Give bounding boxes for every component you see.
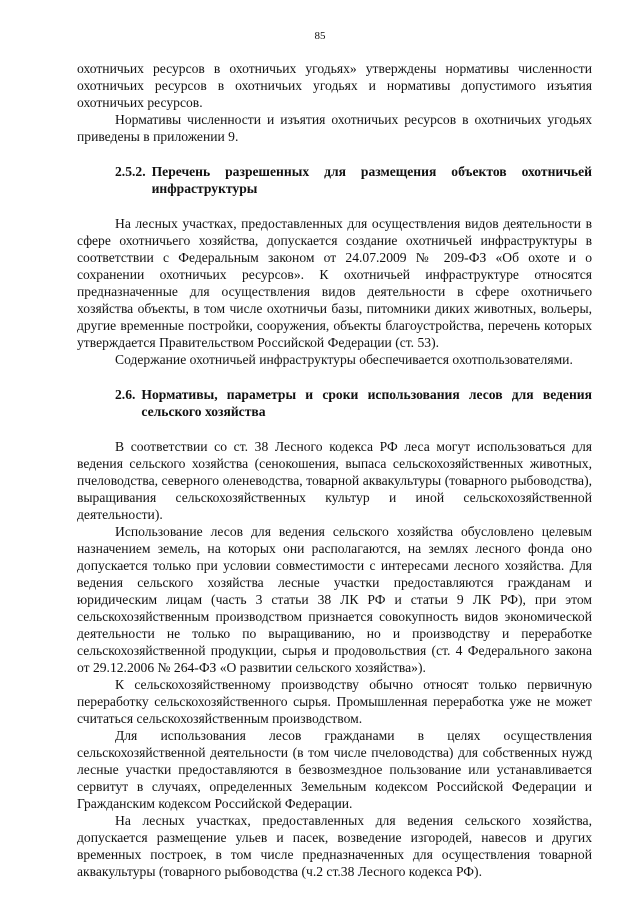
section-2-5-2-heading — [77, 163, 592, 197]
section-2-6-paragraph-2: Использование лесов для ведения сельского хозяйства обусловлено целевым назначением земель, на которых они располагаются, на землях лесного фонда оно допускается только при условии совместимости с интересами лесного хозяйства. Для ведения сельского хозяйства лесные участки предоставляются гражданам и юридическим лицам (часть 3 статьи 38 ЛК РФ и статьи 9 ЛК РФ), при этом сельскохозяйственным производством признается совокупность видов экономической деятельности не только по выращиванию, но и производству и переработке сельскохозяйственной продукции, сырья и продовольствия (ст. 4 Федерального закона от 29.12.2006 № 264-ФЗ «О развитии сельского хозяйства»). — [77, 524, 592, 675]
section-2-6-paragraph-1: В соответствии со ст. 38 Лесного кодекса РФ леса могут использоваться для ведения сельского хозяйства (сенокошения, выпаса сельскохозяйственных животных, пчеловодства, северного оленеводства, товарной аквакультуры (товарного рыбоводства), выращивания сельскохозяйственных культур и иной сельскохозяйственной деятельности). — [77, 439, 592, 522]
section-2-6-paragraph-3: К сельскохозяйственному производству обычно относят только первичную переработку сельскохозяйственного сырья. Промышленная переработка уже не может считаться сельскохозяйственным производством. — [77, 677, 592, 726]
intro-paragraph-2: Нормативы численности и изъятия охотничьих ресурсов в охотничьих угодьях приведены в приложении 9. — [77, 112, 592, 144]
section-2-6-paragraph-4: Для использования лесов гражданами в целях осуществления сельскохозяйственной деятельности (в том числе пчеловодства) для собственных нужд лесные участки предоставляются в безвозмездное пользование или устанавливается сервитут в случаях, определенных Земельным кодексом Российской Федерации и Гражданским кодексом Российской Федерации. — [77, 728, 592, 811]
section-2-5-2-paragraph-2: Содержание охотничьей инфраструктуры обеспечивается охотпользователями. — [115, 352, 573, 367]
section-2-6-title: Нормативы, параметры и сроки использования лесов для ведения сельского хозяйства — [141, 387, 592, 419]
page-number: 85 — [314, 30, 326, 42]
section-2-5-2-paragraph-1: На лесных участках, предоставленных для осуществления видов деятельности в сфере охотничьего хозяйства, допускается создание охотничьей инфраструктуры в соответствии с Федеральным законом от 24.07.2009 № 209-ФЗ «Об охоте и о сохранении охотничьих ресурсов». К охотничьей инфраструктуре относятся предназначенные для осуществления видов деятельности в сфере охотничьего хозяйства объекты, в том числе охотничьи базы, питомники диких животных, вольеры, другие временные постройки, сооружения, объекты благоустройства, перечень которых утверждается Правительством Российской Федерации (ст. 53). — [77, 216, 592, 350]
section-2-6-heading — [77, 386, 592, 420]
section-2-5-2-number: 2.5.2. — [115, 164, 146, 179]
intro-paragraph-1: охотничьих ресурсов в охотничьих угодьях» утверждены нормативы численности охотничьих ресурсов в охотничьих угодьях и нормативы допустимого изъятия охотничьих ресурсов. — [77, 61, 592, 110]
section-2-5-2-title: Перечень разрешенных для размещения объектов охотничьей инфраструктуры — [151, 164, 592, 196]
page-content — [77, 60, 592, 880]
section-2-6-paragraph-5: На лесных участках, предоставленных для ведения сельского хозяйства, допускается размещение ульев и пасек, возведение изгородей, навесов и других временных построек, в том числе предназначенных для осуществления товарной аквакультуры (товарного рыбоводства (ч.2 ст.38 Лесного кодекса РФ). — [77, 813, 592, 879]
section-2-6-number: 2.6. — [115, 387, 136, 402]
